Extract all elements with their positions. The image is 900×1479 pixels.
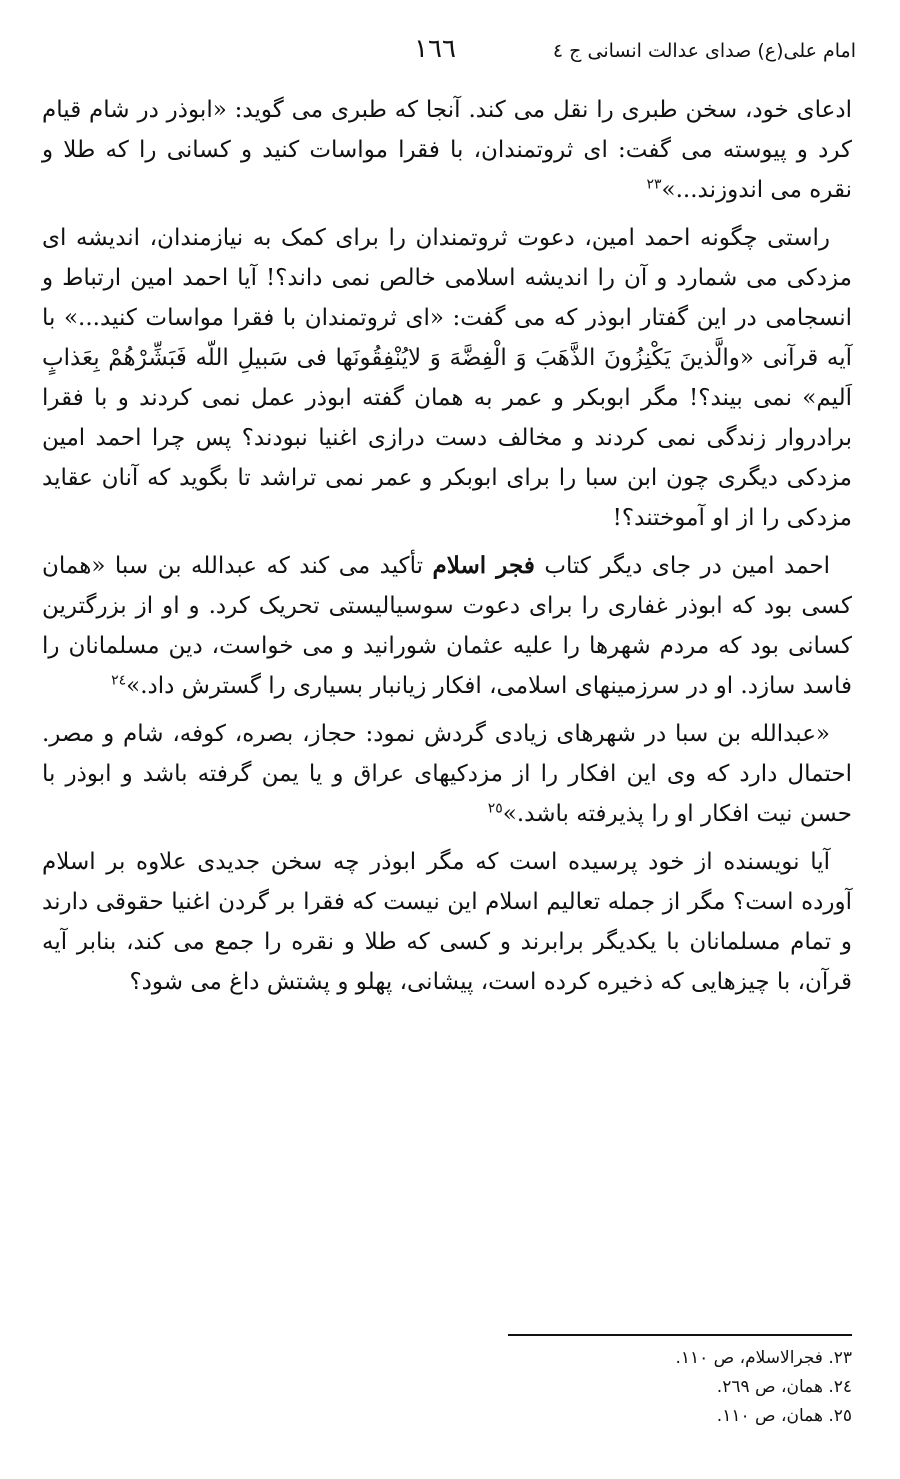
footnote-ref-24[interactable]: ٢٤ (111, 672, 127, 689)
paragraph-text: آیا نویسنده از خود پرسیده است که مگر ابوذر چه سخن جدیدی علاوه بر اسلام آورده است؟ مگر از جمله تعالیم اسلام این نیست که فقرا بر گردن اغنیا حقوقی دارند و تمام مسلمانان با یکدیگر برابرند و کسی که طلا و نقره را جمع می کند، بنابر آیه قرآن، با چیزهایی که ذخیره کرده است، پیشانی، پهلو و پشتش داغ می شود؟ (42, 849, 852, 995)
paragraph-text: «عبدالله بن سبا در شهرهای زیادی گردش نمود: حجاز، بصره، کوفه، شام و مصر. احتمال دارد که وی این افکار را از مزدکیهای عراق و یا یمن گرفته باشد و ابوذر با حسن نیت افکار او را پذیرفته باشد.» (42, 721, 852, 827)
paragraph-5 (42, 842, 852, 1002)
paragraph-text: راستی چگونه احمد امین، دعوت ثروتمندان را برای کمک به نیازمندان، اندیشه ای مزدکی می شمارد و آن را اندیشه اسلامی خالص نمی داند؟! آیا احمد امین ارتباط و انسجامی در این گفتار ابوذر که می گفت: «ای ثروتمندان با فقرا مواسات کنید...» با آیه قرآنی «والَّذینَ یَکْنِزُونَ الذَّهَبَ وَ الْفِضَّهَ وَ لایُنْفِقُونَها فی سَبیلِ اللّه فَبَشِّرْهُمْ بِعَذابٍ اَلیم» نمی بیند؟! مگر ابوبکر و عمر به همان گفته ابوذر عمل نمی کردند و با فقرا برادروار زندگی نمی کردند و مخالف دست درازی اغنیا نبودند؟ پس چرا احمد امین مزدکی دیگری چون ابن سبا را برای ابوبکر و عمر نمی تراشد تا بگوید که آنان عقاید مزدکی را از او آموختند؟! (42, 225, 852, 531)
book-title: فجر اسلام (432, 552, 535, 579)
running-title: امام علی(ع) صدای عدالت انسانی ج ٤ (552, 40, 856, 62)
footnote-24: ٢٤. همان، ص ٢٦٩. (716, 1377, 852, 1397)
paragraph-4 (42, 714, 852, 834)
main-text (42, 90, 852, 1010)
footnotes (400, 1344, 852, 1431)
footnote-25: ٢٥. همان، ص ١١٠. (716, 1406, 852, 1426)
page-number: ١٦٦ (414, 34, 456, 64)
paragraph-3 (42, 546, 852, 706)
footnote-ref-25[interactable]: ٢٥ (487, 800, 503, 817)
footnote-ref-23[interactable]: ٢٣ (646, 176, 662, 193)
paragraph-text-before: احمد امین در جای دیگر کتاب (534, 553, 830, 579)
paragraph-text-after: تأکید می کند که عبدالله بن سبا «همان کسی بود که ابوذر غفاری را برای دعوت سوسیالیستی تحریک کرد. و او از بزرگترین کسانی بود که مردم شهرها را علیه عثمان شورانید و می خواست، دین مسلمانان را فاسد سازد. او در سرزمینهای اسلامی، افکار زیانبار بسیاری را گسترش داد.» (42, 553, 852, 699)
footnote-23: ٢٣. فجرالاسلام، ص ١١٠. (675, 1348, 852, 1368)
paragraph-2 (42, 218, 852, 538)
page-header (40, 34, 856, 74)
paragraph-text: ادعای خود، سخن طبری را نقل می کند. آنجا که طبری می گوید: «ابوذر در شام قیام کرد و پیوسته می گفت: ای ثروتمندان، با فقرا مواسات کنید و کسانی را که طلا و نقره می اندوزند...» (42, 97, 852, 203)
footnote-divider (508, 1334, 852, 1336)
paragraph-1 (42, 90, 852, 210)
